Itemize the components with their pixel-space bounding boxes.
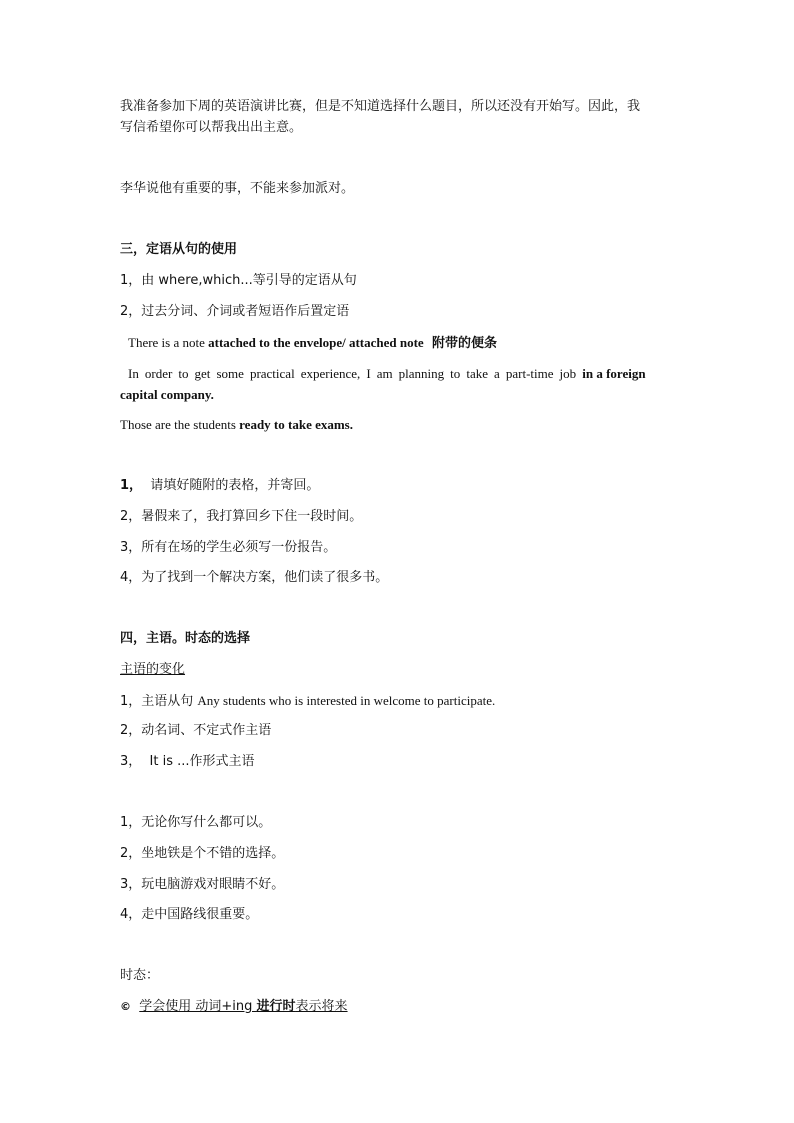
exercise-number: 4， [120, 570, 142, 585]
example-bold: in a foreign [582, 366, 646, 381]
exercise-item [120, 538, 676, 558]
section-heading: 四，主语。时态的选择 [120, 631, 251, 646]
exercise-item: 4，走中国路线很重要。 [120, 907, 259, 922]
example-plain: There is a note [128, 335, 209, 350]
section-heading: 三，定语从句的使用 [120, 242, 238, 257]
exercise-item: 3，玩电脑游戏对眼睛不好。 [120, 877, 285, 892]
exercise-text: 为了找到一个解决方案，他们读了很多书。 [141, 570, 389, 585]
example-plain: Those are the students [120, 417, 240, 432]
example-bold: attached to the envelope/ attached note [208, 335, 424, 350]
example-sentence [128, 333, 684, 354]
exercise-number: 1， [120, 478, 143, 493]
exercise-number: 2， [120, 509, 142, 524]
list-item-text: It is ...作形式主语 [149, 754, 255, 769]
exercise-item: 1，无论你写什么都可以。 [120, 815, 272, 830]
list-item-en: Any students who is interested in welcome to participate. [197, 693, 496, 708]
exercise-text: 暑假来了，我打算回乡下住一段时间。 [141, 509, 363, 524]
subheading: 主语的变化 [120, 662, 186, 677]
tense-label: 时态： [120, 968, 160, 983]
list-item-number: 3， [120, 754, 142, 769]
list-item [120, 752, 676, 772]
list-item-cn: 1，主语从句 [120, 694, 198, 709]
exercise-item [120, 568, 676, 588]
exercise-item [120, 507, 676, 527]
tense-text-bold: 进行时 [256, 999, 296, 1014]
bullet-icon: © [120, 1000, 131, 1013]
paragraph-line: 写信希望你可以帮我出出主意。 [120, 120, 303, 135]
exercise-text: 所有在场的学生必须写一份报告。 [141, 540, 337, 555]
paragraph-line: 我准备参加下周的英语演讲比赛，但是不知道选择什么题目，所以还没有开始写。因此，我 [120, 99, 641, 114]
list-item: 1，由 where,which...等引导的定语从句 [120, 273, 357, 288]
tense-text-b: 表示将来 [295, 999, 348, 1014]
tense-bullet-item [120, 997, 676, 1017]
example-bold-cont: capital company. [120, 387, 214, 402]
tense-text [139, 999, 347, 1014]
list-item [120, 691, 676, 712]
exercise-number: 3， [120, 540, 142, 555]
list-item: 2，过去分词、介词或者短语作后置定语 [120, 304, 350, 319]
exercise-item [120, 476, 676, 496]
exercise-text: 请填好随附的表格，并寄回。 [150, 478, 320, 493]
example-sentence [120, 415, 676, 436]
list-item: 2，动名词、不定式作主语 [120, 723, 272, 738]
tense-text-a: 学会使用 动词+ing [139, 999, 257, 1014]
example-sentence [128, 364, 676, 385]
example-cn: 附带的便条 [431, 336, 497, 351]
paragraph: 李华说他有重要的事，不能来参加派对。 [120, 181, 355, 196]
example-plain: In order to get some practical experience, I am planning to take a part-time job [128, 366, 583, 381]
example-bold: ready to take exams. [239, 417, 353, 432]
exercise-item: 2，坐地铁是个不错的选择。 [120, 846, 285, 861]
